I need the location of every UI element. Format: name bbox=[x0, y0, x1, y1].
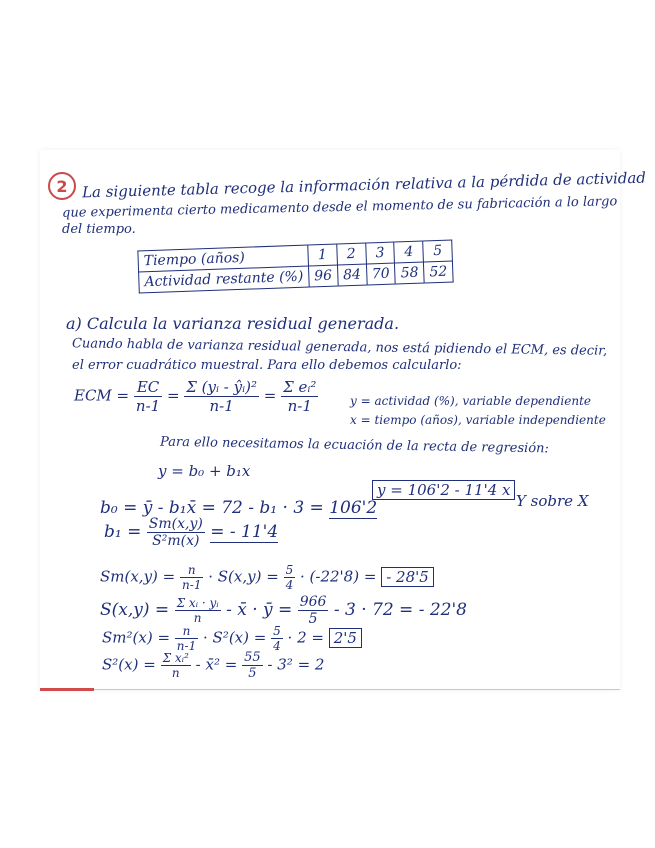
problem-number: 2 bbox=[48, 172, 76, 200]
row-label-activity: Actividad restante (%) bbox=[139, 266, 310, 293]
b0-line: b₀ = ȳ - b₁x̄ = 72 - b₁ · 3 = 106'2 bbox=[100, 498, 378, 518]
ecm-frac-2: $\frac{\text{Σ (yᵢ - ŷᵢ)²}}{n-1}$ bbox=[186, 378, 257, 415]
b1-line: b₁ = $\frac{Sm(x,y)}{\text{S²m(x)}}$ = - 11'4 bbox=[104, 516, 279, 549]
table-cell: 96 bbox=[308, 265, 338, 287]
part-a-text-1: Cuando habla de varianza residual generada, nos está pidiendo el ECM, es decir, bbox=[71, 336, 608, 359]
need-line: Para ello necesitamos la ecuación de la recta de regresión: bbox=[159, 434, 549, 457]
bottom-rule bbox=[94, 689, 620, 690]
model-eq: y = b₀ + b₁x bbox=[158, 462, 251, 480]
table-cell: 5 bbox=[423, 240, 453, 262]
ecm-lhs: ECM = bbox=[74, 386, 130, 405]
s-xy-line: S(x,y) = $\frac{\text{Σ xᵢ · yᵢ}}{n}$ - x̄ · ȳ = $\frac{966}{5}$ - 3 · 72 = - 22'8 bbox=[100, 594, 467, 627]
sm-xy-result: - 28'5 bbox=[381, 567, 434, 587]
statement-line-3: del tiempo. bbox=[62, 222, 136, 237]
sm-xy-line: Sm(x,y) = $\frac{n}{n-1}$ · S(x,y) = $\frac{5}{4}$ · (-22'8) = - 28'5 bbox=[100, 563, 434, 592]
row-label-time: Tiempo (años) bbox=[138, 245, 309, 272]
table-cell: 2 bbox=[336, 243, 366, 265]
red-margin-strip bbox=[40, 688, 94, 691]
statement-line-1: La siguiente tabla recoge la información relativa a la pérdida de actividad bbox=[81, 168, 647, 202]
y-sobre-x: Y sobre X bbox=[516, 492, 589, 510]
table-cell: 84 bbox=[337, 264, 367, 286]
ecm-formula: ECM = $\frac{EC}{n-1}$ = $\frac{\text{Σ (yᵢ - ŷᵢ)²}}{n-1}$ = $\frac{\text{Σ eᵢ²}}{n-1}$ bbox=[74, 378, 317, 415]
part-a-text-2: el error cuadrático muestral. Para ello debemos calcularlo: bbox=[72, 358, 462, 373]
part-a-title: a) Calcula la varianza residual generada. bbox=[66, 314, 400, 333]
sm2-result: 2'5 bbox=[329, 628, 362, 648]
sm2-line: Sm²(x) = $\frac{n}{n-1}$ · S²(x) = $\frac{5}{4}$ · 2 = 2'5 bbox=[102, 624, 362, 653]
result-box: y = 106'2 - 11'4 x bbox=[372, 480, 515, 500]
table-cell: 1 bbox=[308, 244, 338, 266]
table-cell: 52 bbox=[424, 261, 454, 283]
table-cell: 4 bbox=[394, 241, 424, 263]
ecm-frac-1: $\frac{EC}{n-1}$ bbox=[135, 378, 161, 415]
table-cell: 58 bbox=[395, 262, 425, 284]
table-cell: 70 bbox=[366, 263, 396, 285]
var-x-line: x = tiempo (años), variable independiente bbox=[350, 413, 606, 427]
ecm-frac-3: $\frac{\text{Σ eᵢ²}}{n-1}$ bbox=[283, 378, 317, 415]
s2-line: S²(x) = $\frac{\text{Σ xᵢ²}}{n}$ - x̄² = $\frac{55}{5}$ - 3² = 2 bbox=[102, 650, 325, 681]
b1-value: = - 11'4 bbox=[210, 522, 279, 542]
var-y-line: y = actividad (%), variable dependiente bbox=[350, 394, 592, 408]
b0-value: 106'2 bbox=[329, 498, 378, 518]
statement-line-2: que experimenta cierto medicamento desde el momento de su fabricación a lo largo bbox=[61, 194, 618, 221]
table-cell: 3 bbox=[365, 242, 395, 264]
